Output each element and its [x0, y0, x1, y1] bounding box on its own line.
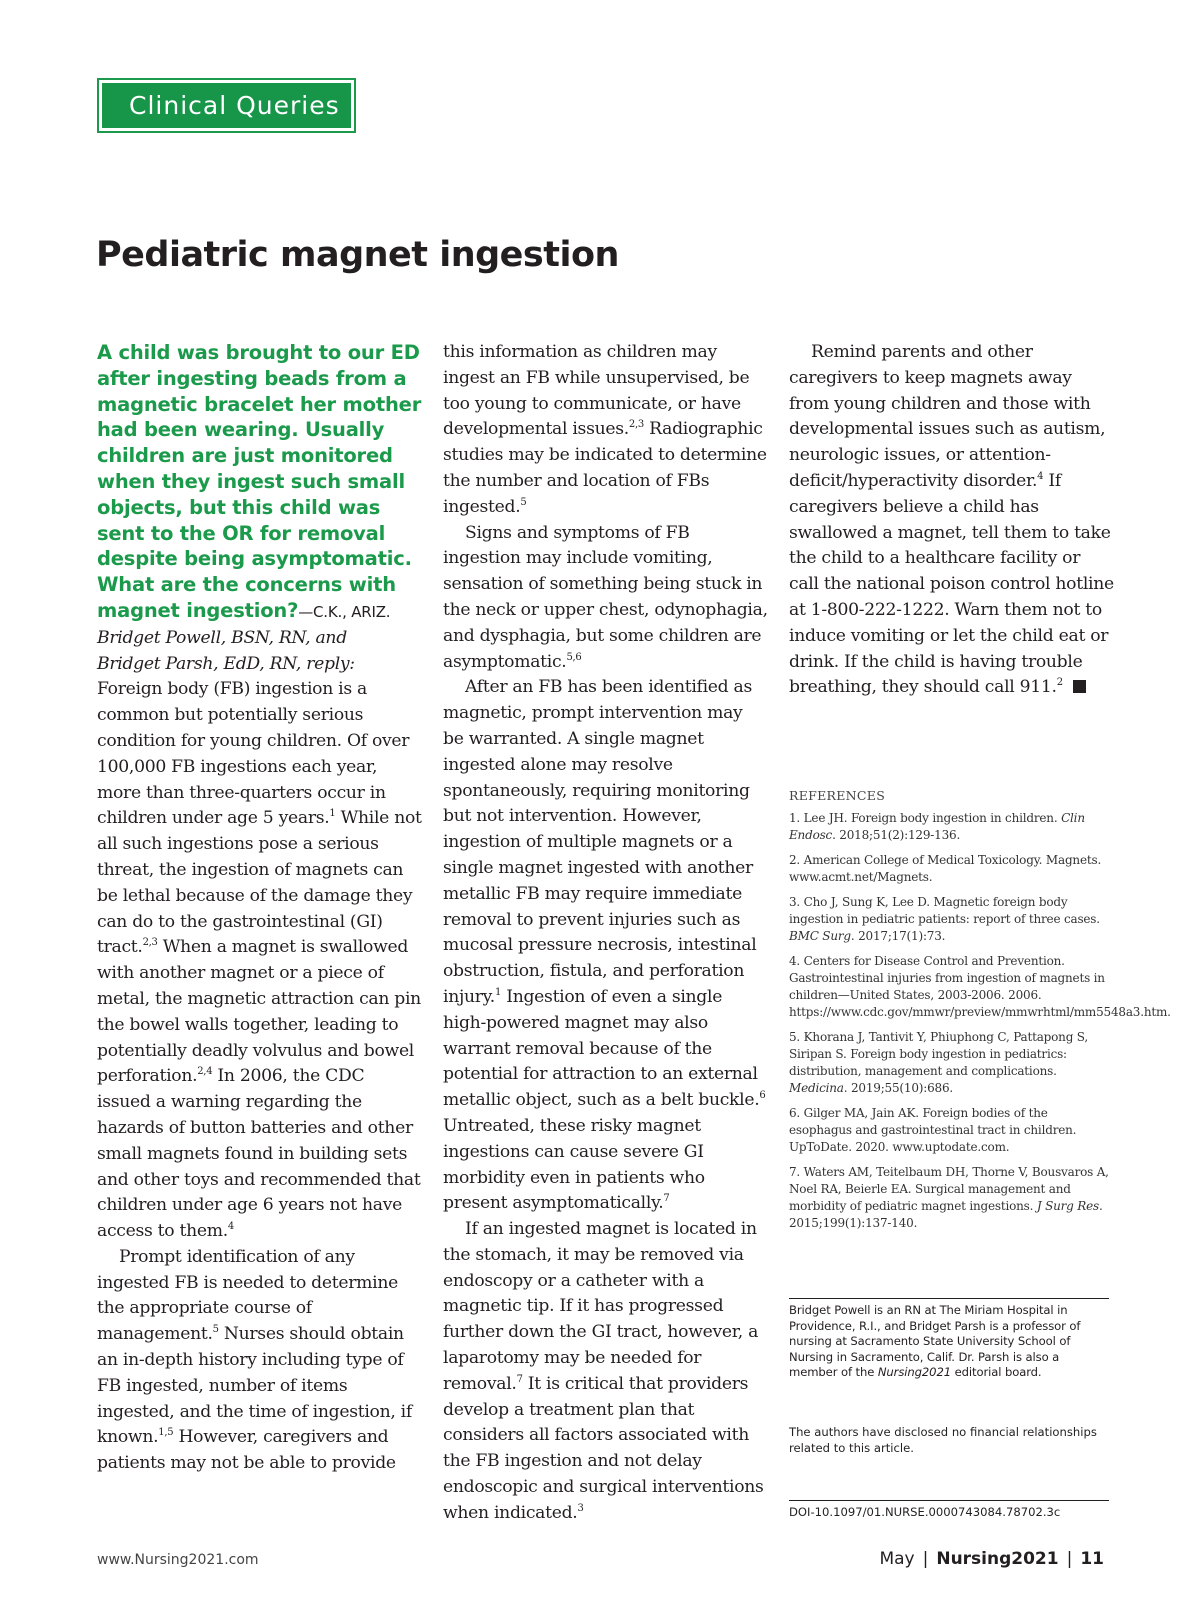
reference-item: 1. Lee JH. Foreign body ingestion in children. Clin Endosc. 2018;51(2):129-136. [789, 811, 1085, 842]
column-1 [97, 340, 422, 1477]
references-heading: REFERENCES [789, 788, 886, 803]
paragraph: Foreign body (FB) ingestion is a common but potentially serious condition for young children. Of over 100,000 FB ingestions each year, more than three-quarters occur in children under age 5 years.$^1$ While not all such ingestions pose a serious threat, the ingestion of magnets can be lethal because of the damage they can do to the gastrointestinal (GI) tract.$^{2,3}$ When a magnet is swallowed with another magnet or a piece of metal, the magnetic attraction can pin the bowel walls together, leading to potentially deadly volvulus and bowel perforation.$^{2,4}$ In 2006, the CDC issued a warning regarding the hazards of button batteries and other small magnets found in building sets and other toys and recommended that children under age 6 years not have access to them.$^4$ [97, 679, 422, 1242]
citation: 5,6 [566, 651, 582, 663]
byline-line-1: Bridget Powell, BSN, RN, and [97, 627, 347, 648]
citation: 1,5 [158, 1427, 174, 1439]
citation: 3 [577, 1502, 584, 1514]
reference-item: 4. Centers for Disease Control and Prevention. Gastrointestinal injuries from ingestion of magnets in children—United States, 2003-2006. 2006. https://www.cdc.gov/mmwr/preview/mmwrhtml/mm5548a3.htm. [789, 954, 1171, 1019]
byline-line-2: Bridget Parsh, EdD, RN, reply: [97, 653, 355, 674]
column-2 [443, 340, 768, 1527]
citation: 4 [1037, 470, 1044, 482]
reference-item: 7. Waters AM, Teitelbaum DH, Thorne V, Bousvaros A, Noel RA, Beierle EA. Surgical management and morbidity of pediatric magnet ingestions. J Surg Res. 2015;199(1):137-140. [789, 1165, 1109, 1230]
footer-month: May [879, 1549, 915, 1569]
reader-query [97, 340, 422, 626]
reference-item: 2. American College of Medical Toxicology. Magnets. www.acmt.net/Magnets. [789, 853, 1102, 884]
article-title: Pediatric magnet ingestion [96, 235, 619, 275]
paragraph: Remind parents and other caregivers to keep magnets away from young children and those with developmental issues such as autism, neurologic issues, or attention-deficit/hyperactivity disorder.$^4$ If caregivers believe a child has swallowed a magnet, tell them to take the child to a healthcare facility or call the national poison control hotline at 1-800-222-1222. Warn them not to induce vomiting or let the child eat or drink. If the child is having trouble breathing, they should call 911.$^2$ [789, 342, 1114, 698]
citation: 1 [329, 808, 336, 820]
footer-folio: May | Nursing2021 | 11 [879, 1549, 1104, 1569]
citation: 1 [494, 986, 502, 998]
citation: 2,3 [142, 937, 158, 949]
page-number: 11 [1080, 1549, 1104, 1569]
footer-website: www.Nursing2021.com [97, 1552, 259, 1568]
citation: 7 [516, 1373, 523, 1385]
paragraph: If an ingested magnet is located in the stomach, it may be removed via endoscopy or a catheter with a magnetic tip. If it has progressed further down the GI tract, however, a laparotomy may be needed for removal.$^7$ It is critical that providers develop a treatment plan that considers all factors associated with the FB ingestion and not delay endoscopic and surgical interventions when indicated.$^3$ [443, 1219, 764, 1523]
reference-item: 3. Cho J, Sung K, Lee D. Magnetic foreign body ingestion in pediatric patients: report of three cases. BMC Surg. 2017;17(1):73. [789, 895, 1100, 943]
citation: 4 [227, 1221, 234, 1233]
citation: 2,3 [628, 419, 644, 431]
section-label-box [97, 78, 356, 133]
citation: 7 [663, 1193, 670, 1205]
footer-journal: Nursing2021 [936, 1549, 1059, 1569]
citation: 2,4 [197, 1066, 213, 1078]
paragraph: Signs and symptoms of FB ingestion may include vomiting, sensation of something being stuck in the neck or upper chest, odynophagia, and dysphagia, but some children are asymptomatic.$^{5,6}$ [443, 522, 768, 672]
query-text: A child was brought to our ED after ingesting beads from a magnetic bracelet her mother had been wearing. Usually children are just monitored when they ingest such small objects, but this child was sent to the OR for removal despite being asymptomatic. What are the concerns with magnet ingestion? [97, 341, 422, 622]
end-of-article-mark [1073, 680, 1086, 693]
author-byline [97, 626, 422, 678]
column-3 [789, 340, 1114, 701]
reference-list [789, 810, 1171, 1232]
citation: 6 [759, 1090, 766, 1102]
reference-item: 6. Gilger MA, Jain AK. Foreign bodies of the esophagus and gastrointestinal tract in children. UpToDate. 2020. www.uptodate.com. [789, 1106, 1077, 1154]
doi: DOI-10.1097/01.NURSE.0000743084.78702.3c [789, 1500, 1109, 1519]
query-signature: —C.K., ARIZ. [298, 602, 391, 621]
paragraph: Prompt identification of any ingested FB is needed to determine the appropriate course of management.$^5$ Nurses should obtain an in-depth history including type of FB ingested, number of items ingested, and the time of ingestion, if known.$^{1,5}$ However, caregivers and patients may not be able to provide [97, 1246, 412, 1474]
author-note: Bridget Powell is an RN at The Miriam Hospital in Providence, R.I., and Bridget Parsh is a professor of nursing at Sacramento State University School of Nursing in Sacramento, Calif. Dr. Parsh is also a member of the Nursing2021 editorial board. [789, 1298, 1109, 1381]
disclosure: The authors have disclosed no financial relationships related to this article. [789, 1425, 1097, 1455]
references [789, 788, 1171, 1240]
citation: 5 [520, 496, 527, 508]
reference-item: 5. Khorana J, Tantivit Y, Phiuphong C, Pattapong S, Siripan S. Foreign body ingestion in pediatrics: distribution, management and complications. Medicina. 2019;55(10):686. [789, 1030, 1089, 1095]
paragraph: this information as children may ingest an FB while unsupervised, be too young to communicate, or have developmental issues.$^{2,3}$ Radiographic studies may be indicated to determine the number and location of FBs ingested.$^5$ [443, 342, 767, 517]
citation: 5 [212, 1324, 219, 1336]
section-label: Clinical Queries [102, 83, 351, 128]
paragraph: After an FB has been identified as magnetic, prompt intervention may be warranted. A single magnet ingested alone may resolve spontaneously, requiring monitoring but not intervention. However, ingestion of multiple magnets or a single magnet ingested with another metallic FB may require immediate removal to prevent injuries such as mucosal pressure necrosis, intestinal obstruction, fistula, and perforation injury.$^1$ Ingestion of even a single high-powered magnet may also warrant removal because of the potential for attraction to an external metallic object, such as a belt buckle.$^6$ Untreated, these risky magnet ingestions can cause severe GI morbidity even in patients who present asymptomatically.$^7$ [443, 677, 766, 1214]
citation: 2 [1056, 677, 1063, 689]
